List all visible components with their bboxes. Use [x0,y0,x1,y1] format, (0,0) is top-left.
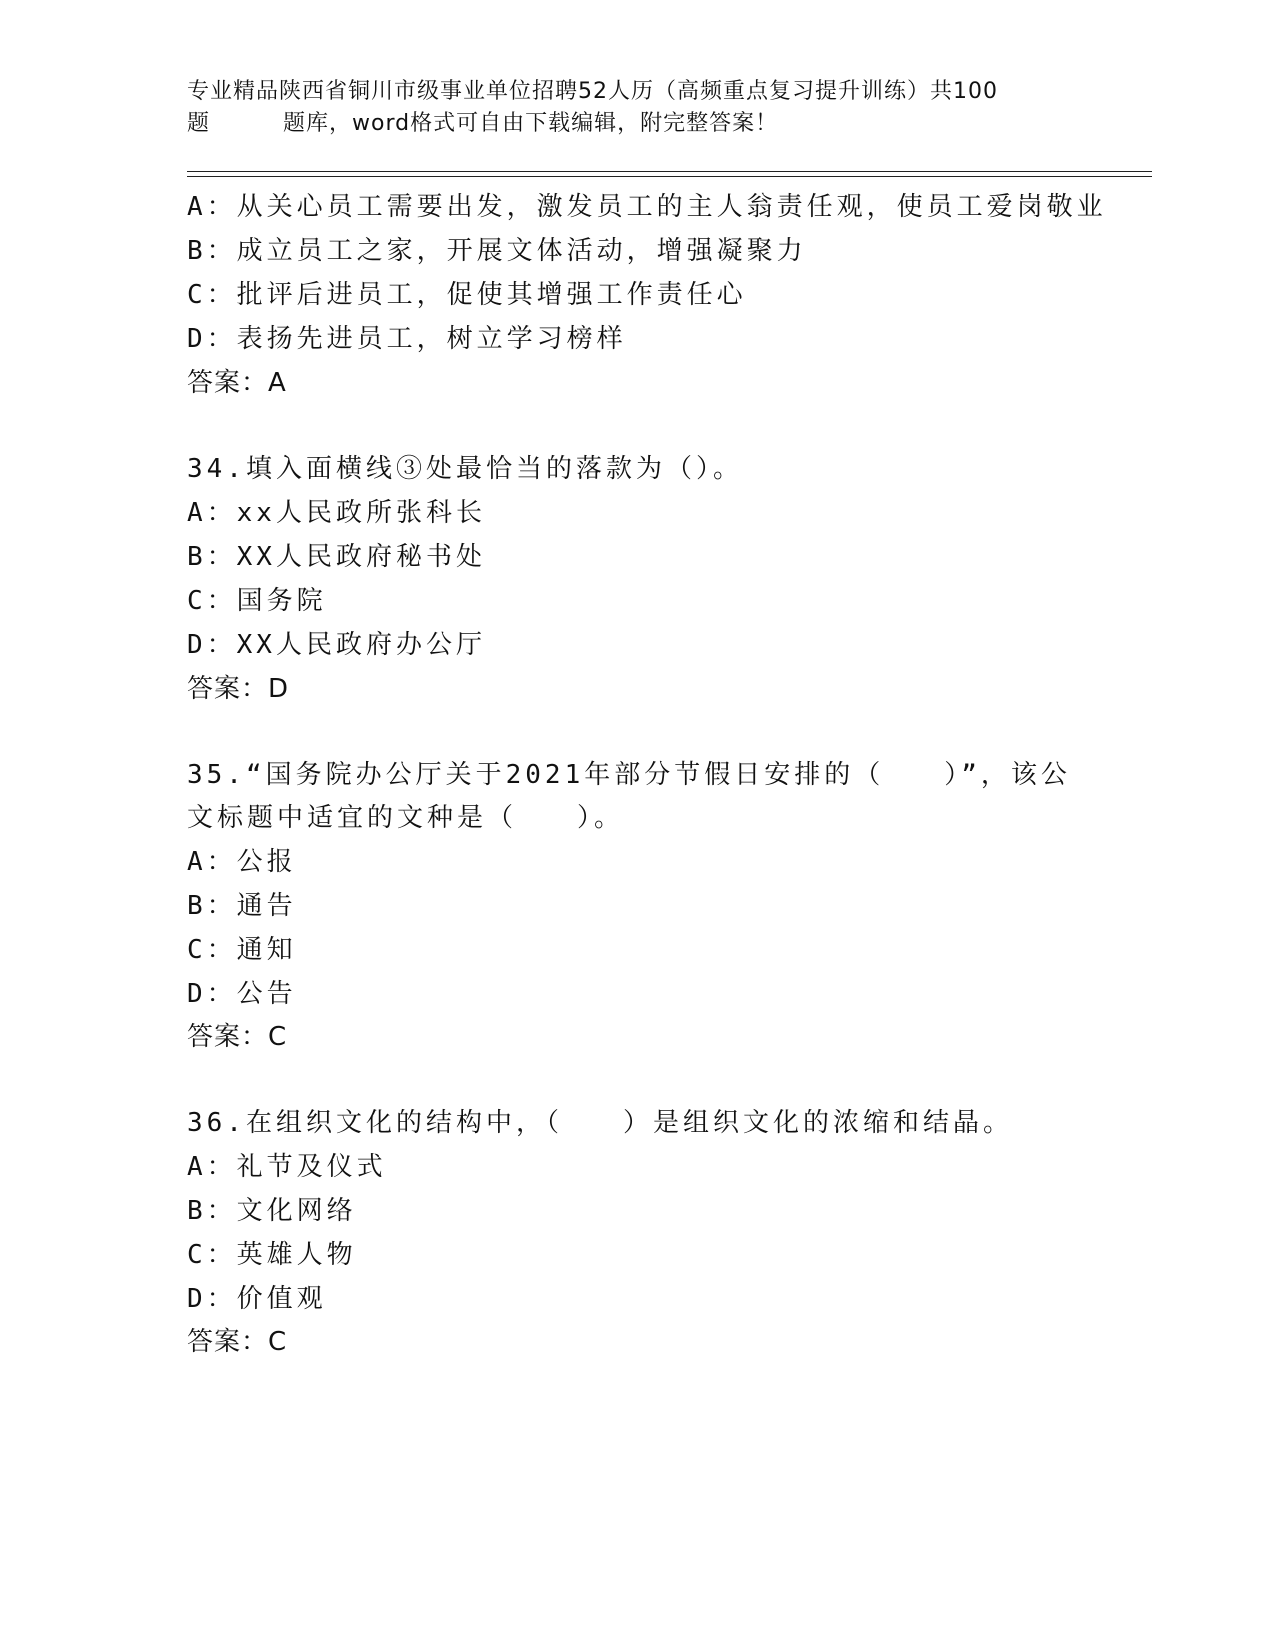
q33-option-a: A：从关心员工需要出发，激发员工的主人翁责任观，使员工爱岗敬业 [187,192,1107,222]
q35-option-b: B：通告 [187,891,297,921]
header-divider-top [187,171,1152,172]
q36-answer: 答案：C [187,1327,288,1357]
q34-option-c: C：国务院 [187,586,327,616]
document-title-line-2-left: 题 [187,111,211,136]
header-divider-bottom [187,176,1152,177]
q33-answer: 答案：A [187,368,287,398]
q35-option-a: A：公报 [187,847,297,877]
q36-option-d: D：价值观 [187,1284,327,1314]
q36-option-c: C：英雄人物 [187,1240,357,1270]
q36-option-a: A：礼节及仪式 [187,1152,387,1182]
q33-option-b: B：成立员工之家，开展文体活动，增强凝聚力 [187,236,807,266]
document-title-line-2-right: 题库，word格式可自由下载编辑，附完整答案！ [283,111,779,136]
q36-stem: 36.在组织文化的结构中，（ ）是组织文化的浓缩和结晶。 [187,1108,1013,1138]
q34-stem: 34.填入面横线③处最恰当的落款为（）。 [187,454,743,484]
q35-option-d: D：公告 [187,979,297,1009]
q36-option-b: B：文化网络 [187,1196,357,1226]
q34-option-b: B：XX人民政府秘书处 [187,542,486,572]
document-title-line-2 [187,106,778,137]
q33-option-d: D：表扬先进员工，树立学习榜样 [187,324,627,354]
document-title-line-1: 专业精品陕西省铜川市级事业单位招聘52人历（高频重点复习提升训练）共100 [187,79,998,104]
q35-stem-line-2: 文标题中适宜的文种是（ ）。 [187,803,625,833]
q35-stem-line-1: 35.“国务院办公厅关于2021年部分节假日安排的（ ）”，该公 [187,760,1071,790]
q34-option-a: A：xx人民政所张科长 [187,498,486,528]
q35-answer: 答案：C [187,1022,288,1052]
q34-answer: 答案：D [187,674,290,704]
q33-option-c: C：批评后进员工，促使其增强工作责任心 [187,280,747,310]
q34-option-d: D：XX人民政府办公厅 [187,630,486,660]
q35-option-c: C：通知 [187,935,297,965]
